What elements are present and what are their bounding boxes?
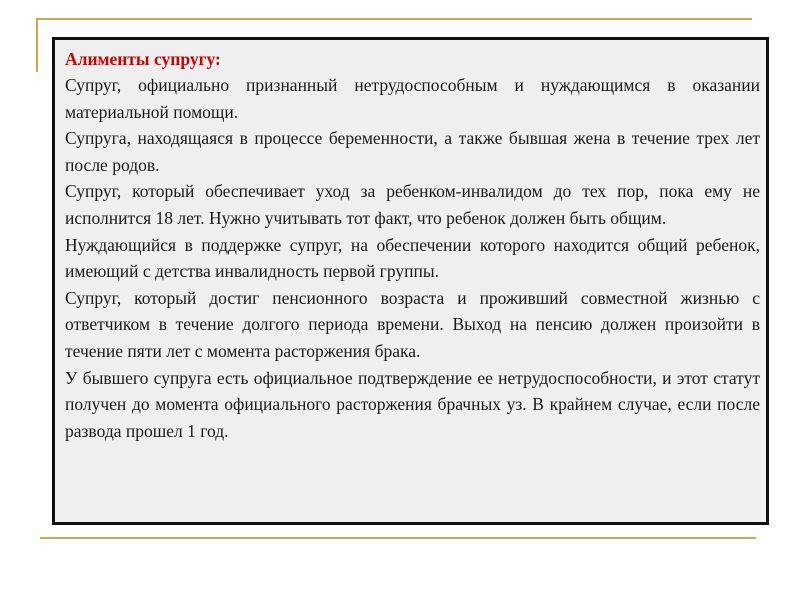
paragraph-1: Супруг, официально признанный нетрудоспособным и нуждающимся в оказании материальной помощи. [65, 75, 760, 122]
top-decorative-rule [36, 18, 752, 20]
left-decorative-rule [36, 18, 38, 72]
paragraph-4: Нуждающийся в поддержке супруг, на обеспечении которого находится общий ребенок, имеющий с детства инвалидность первой группы. [65, 234, 760, 282]
paragraph-3: Супруг, который обеспечивает уход за ребенком-инвалидом до тех пор, пока ему не исполнится 18 лет. Нужно учитывать тот факт, что ребенок должен быть общим. [65, 181, 760, 228]
paragraph-5: Супруг, который достиг пенсионного возраста и проживший совместной жизнью с ответчиком в течение долгого периода времени. Выход на пенсию должен произойти в течение пяти лет с момента расторжения брака. [65, 287, 760, 361]
paragraph-6: У бывшего супруга есть официальное подтверждение ее нетрудоспособности, и этот статут получен до момента официального расторжения брачных уз. В крайнем случае, если после развода прошел 1 год. [65, 367, 760, 441]
paragraph-2: Супруга, находящаяся в процессе беременности, а также бывшая жена в течение трех лет после родов. [65, 128, 760, 175]
slide-heading: Алименты супругу: [65, 49, 221, 69]
bottom-decorative-rule [40, 537, 756, 539]
content-box [52, 37, 769, 525]
